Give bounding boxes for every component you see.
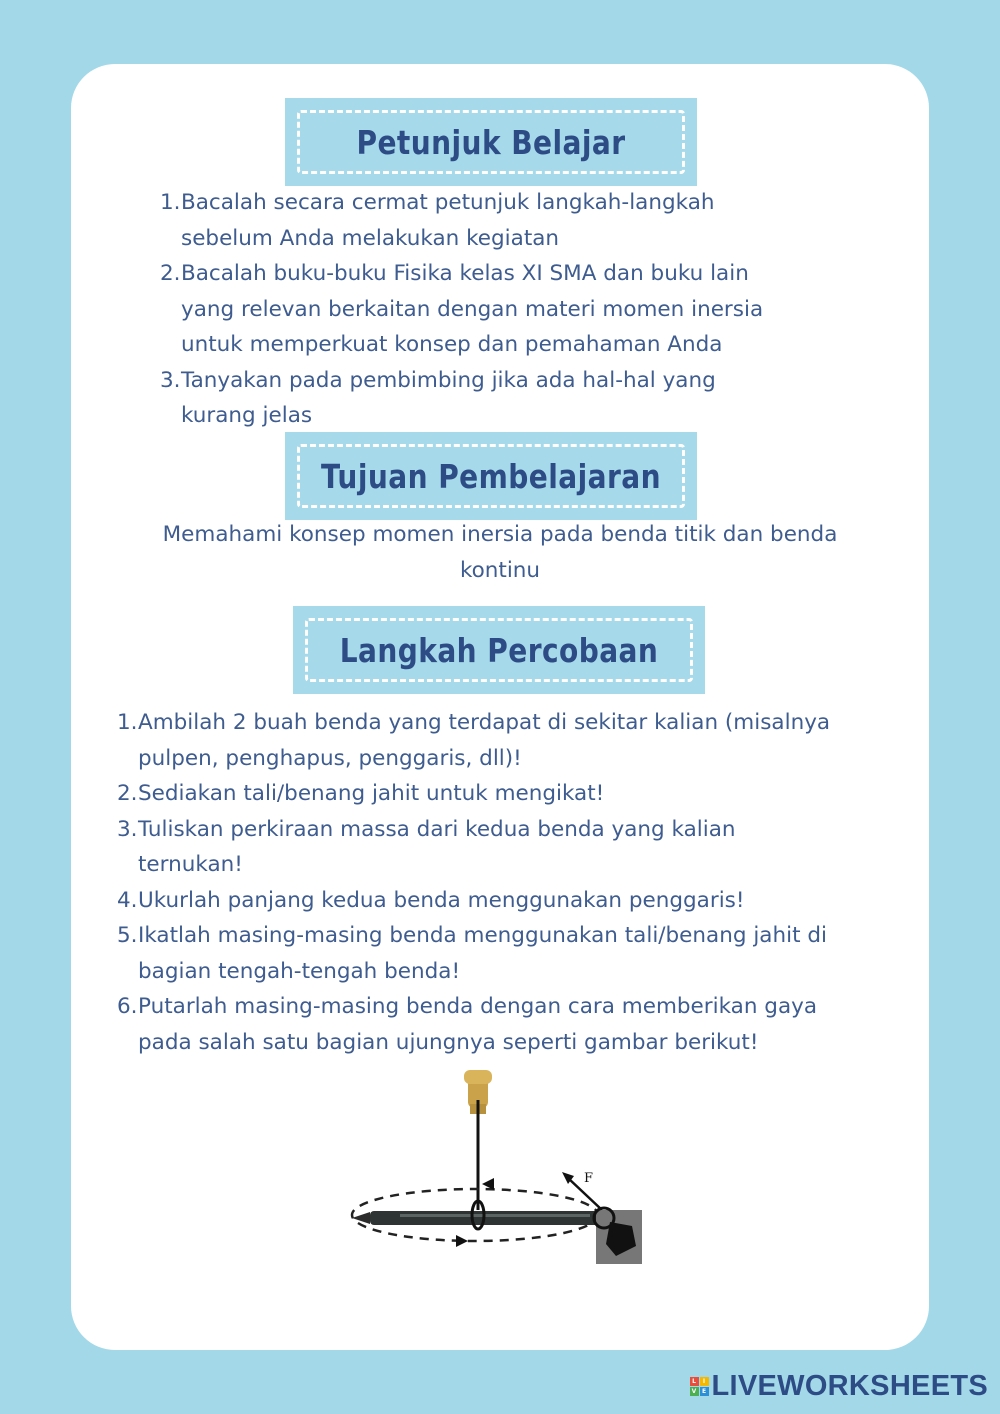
- logo-letter: V: [690, 1387, 699, 1396]
- guide-list: [160, 185, 840, 434]
- list-item: 3. Tanyakan pada pembimbing jika ada hal-hal yang kurang jelas: [160, 367, 716, 428]
- list-item: 1. Ambilah 2 buah benda yang terdapat di sekitar kalian (misalnya pulpen, penghapus, penggaris, dll)!: [117, 710, 831, 771]
- spinning-pen-diagram: [340, 1060, 650, 1280]
- liveworksheets-footer: [690, 1366, 989, 1406]
- pen-icon: [352, 1211, 605, 1225]
- list-item: 1. Bacalah secara cermat petunjuk langkah-langkah sebelum Anda melakukan kegiatan: [160, 190, 715, 251]
- section-title-steps: Langkah Percobaan: [339, 630, 659, 670]
- logo-letter: L: [690, 1377, 699, 1386]
- banner-petunjuk-belajar: [285, 98, 697, 186]
- finger-push-icon: [594, 1208, 642, 1264]
- list-item: 4. Ukurlah panjang kedua benda menggunakan penggaris!: [117, 887, 745, 913]
- steps-list: [117, 705, 907, 1060]
- logo-letter: E: [700, 1387, 709, 1396]
- banner-tujuan-pembelajaran: [285, 432, 697, 520]
- list-item: 3. Tuliskan perkiraan massa dari kedua benda yang kalian ternukan!: [117, 816, 736, 877]
- liveworksheets-brand[interactable]: LIVEWORKSHEETS: [711, 1369, 988, 1402]
- force-label: F: [584, 1171, 594, 1186]
- section-title-guide: Petunjuk Belajar: [356, 122, 626, 162]
- list-item: 2. Sediakan tali/benang jahit untuk mengikat!: [117, 781, 605, 806]
- list-item: 2. Bacalah buku-buku Fisika kelas XI SMA dan buku lain yang relevan berkaitan dengan materi momen inersia untuk memperkuat konsep dan pemahaman Anda: [160, 261, 764, 357]
- liveworksheets-logo-icon: [690, 1377, 709, 1396]
- list-item: 6. Putarlah masing-masing benda dengan cara memberikan gaya pada salah satu bagian ujungnya seperti gambar berikut!: [117, 994, 818, 1055]
- logo-letter: I: [700, 1377, 709, 1386]
- banner-langkah-percobaan: [293, 606, 705, 694]
- spinning-pen-figure: [340, 1060, 650, 1280]
- section-title-objective: Tujuan Pembelajaran: [320, 456, 662, 496]
- list-item: 5. Ikatlah masing-masing benda menggunakan tali/benang jahit di bagian tengah-tengah benda!: [117, 923, 827, 984]
- arrow-front-icon: [456, 1235, 468, 1247]
- objective-text: Memahami konsep momen inersia pada benda titik dan benda kontinu: [162, 522, 838, 583]
